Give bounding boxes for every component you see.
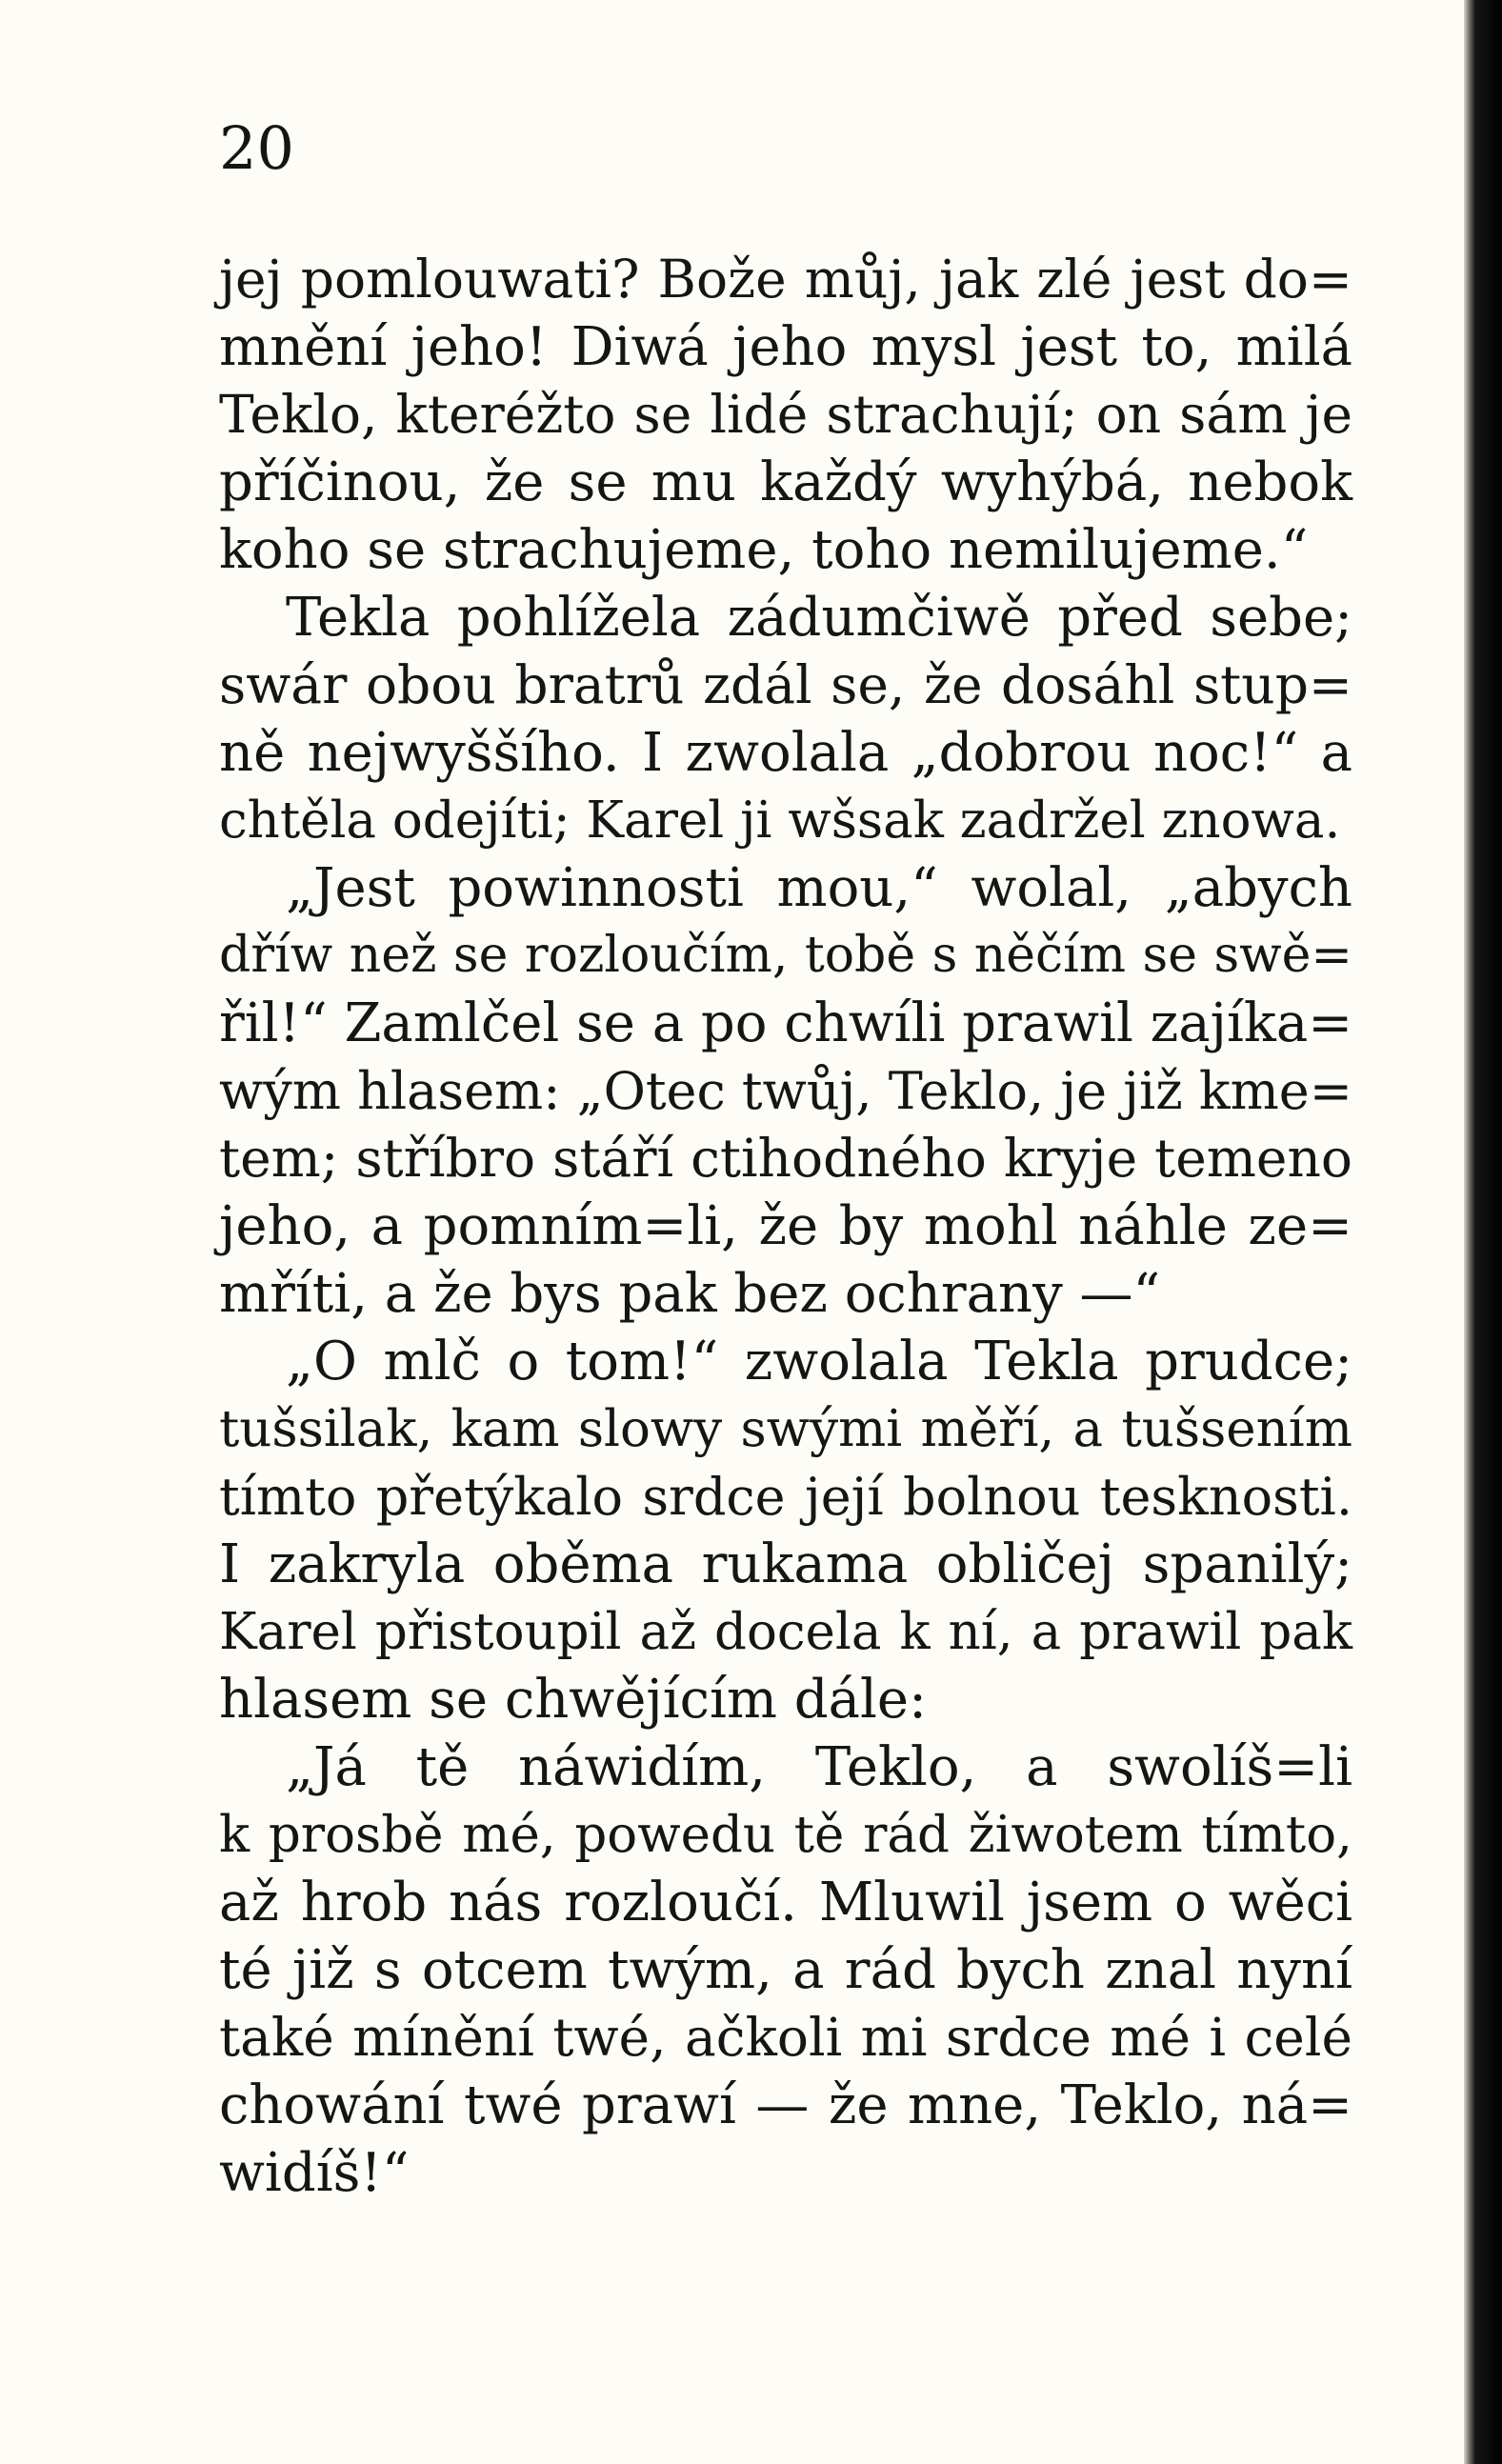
text-line: také mínění twé, ačkoli mi srdce mé i celé [219, 2007, 1352, 2068]
body-text [219, 246, 1352, 2207]
text-line: „Já tě náwidím, Teklo, a swolíš=li [286, 1736, 1352, 1798]
page-edge-shadow [1464, 0, 1502, 2464]
text-line: „O mlč o tom!“ zwolala Tekla prudce; [286, 1331, 1352, 1392]
text-line: Karel přistoupil až docela k ní, a prawil pak [219, 1603, 1352, 1661]
text-line: widíš!“ [219, 2142, 410, 2204]
text-line: hlasem se chwějícím dále: [219, 1669, 927, 1731]
text-line: té již s otcem twým, a rád bych znal nyní [219, 1939, 1352, 2001]
text-line: Tekla pohlížela zádumčiwě před sebe; [286, 587, 1352, 649]
text-line: až hrob nás rozloučí. Mluwil jsem o wěci [219, 1872, 1352, 1933]
text-line: koho se strachujeme, toho nemilujeme.“ [219, 519, 1309, 581]
text-line: příčinou, že se mu každý wyhýbá, nebok [219, 451, 1352, 513]
text-line: dříw než se rozloučím, tobě s něčím se swě= [219, 927, 1352, 984]
text-line: swár obou bratrů zdál se, že dosáhl stup= [219, 654, 1352, 715]
text-line: tímto přetýkalo srdce její bolnou tesknosti. [219, 1467, 1352, 1527]
text-line: řil!“ Zamlčel se a po chwíli prawil zajíka= [219, 992, 1353, 1054]
text-line: chowání twé prawí — že mne, Teklo, ná= [219, 2074, 1352, 2136]
text-line: I zakryla oběma rukama obličej spanilý; [219, 1533, 1352, 1595]
text-line: mříti, a že bys pak bez ochrany —“ [219, 1263, 1161, 1325]
text-line: wým hlasem: „Otec twůj, Teklo, je již kme= [219, 1061, 1352, 1121]
text-line: chtěla odejíti; Karel ji wšsak zadržel znowa. [219, 791, 1341, 850]
text-line: Teklo, kteréžto se lidé strachují; on sám je [219, 384, 1352, 445]
text-line: jej pomlouwati? Bože můj, jak zlé jest do= [219, 249, 1352, 310]
text-line: „Jest powinnosti mou,“ wolal, „abych [286, 857, 1352, 919]
text-line: mnění jeho! Diwá jeho mysl jest to, milá [219, 316, 1352, 378]
text-line: k prosbě mé, powedu tě rád žiwotem tímto, [219, 1806, 1352, 1864]
text-line: jeho, a pomním=li, že by mohl náhle ze= [219, 1195, 1352, 1257]
page-number: 20 [219, 113, 294, 183]
text-line: ně nejwyššího. I zwolala „dobrou noc!“ a [219, 722, 1352, 784]
text-line: tem; stříbro stáří ctihodného kryje temeno [219, 1128, 1352, 1189]
text-line: tušsilak, kam slowy swými měří, a tušsením [219, 1400, 1352, 1458]
